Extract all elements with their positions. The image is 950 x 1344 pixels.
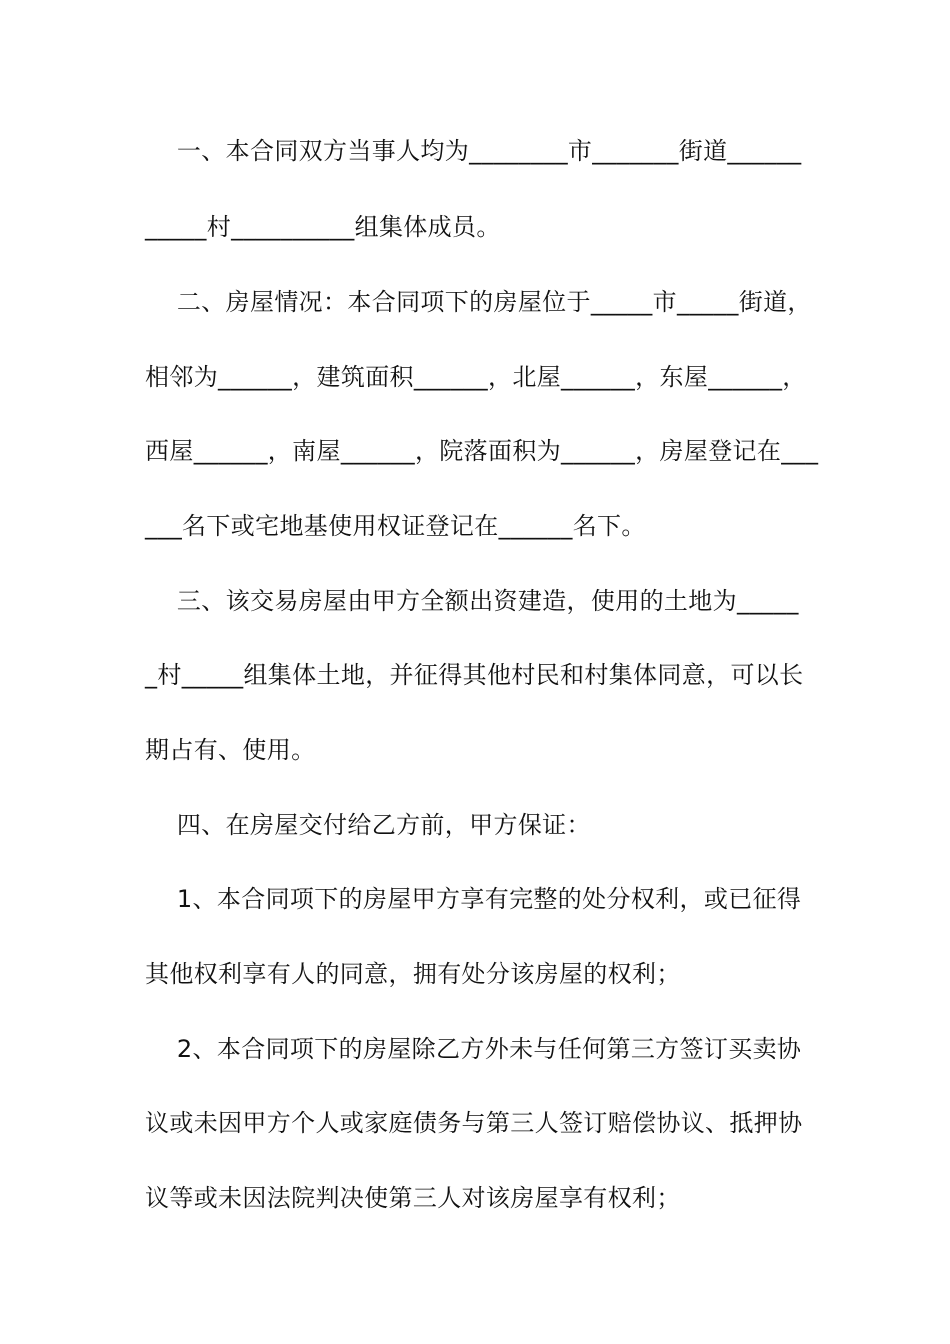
text-line-2: _____村__________组集体成员。 [145,213,501,241]
text-line-14: 议或未因甲方个人或家庭债务与第三人签订赔偿协议、抵押协 [145,1109,803,1137]
text-line-12: 其他权利享有人的同意，拥有处分该房屋的权利； [145,960,681,988]
text-line-4: 相邻为______，建筑面积______，北屋______，东屋______， [145,363,807,391]
text-line-10: 四、在房屋交付给乙方前，甲方保证： [145,811,591,839]
text-line-1: 一、本合同双方当事人均为________市_______街道______ [145,137,802,165]
text-line-6: ___名下或宅地基使用权证登记在______名下。 [145,512,646,540]
text-line-5: 西屋______，南屋______，院落面积为______，房屋登记在___ [145,437,819,465]
text-line-8: _村_____组集体土地，并征得其他村民和村集体同意，可以长 [145,661,804,689]
text-line-9: 期占有、使用。 [145,736,316,764]
text-line-7: 三、该交易房屋由甲方全额出资建造，使用的土地为_____ [145,587,799,615]
text-line-13: 2、本合同项下的房屋除乙方外未与任何第三方签订买卖协 [145,1035,802,1063]
text-line-3: 二、房屋情况：本合同项下的房屋位于_____市_____街道， [145,288,812,316]
text-line-11: 1、本合同项下的房屋甲方享有完整的处分权利，或已征得 [145,885,802,913]
text-line-15: 议等或未因法院判决使第三人对该房屋享有权利； [145,1184,681,1212]
